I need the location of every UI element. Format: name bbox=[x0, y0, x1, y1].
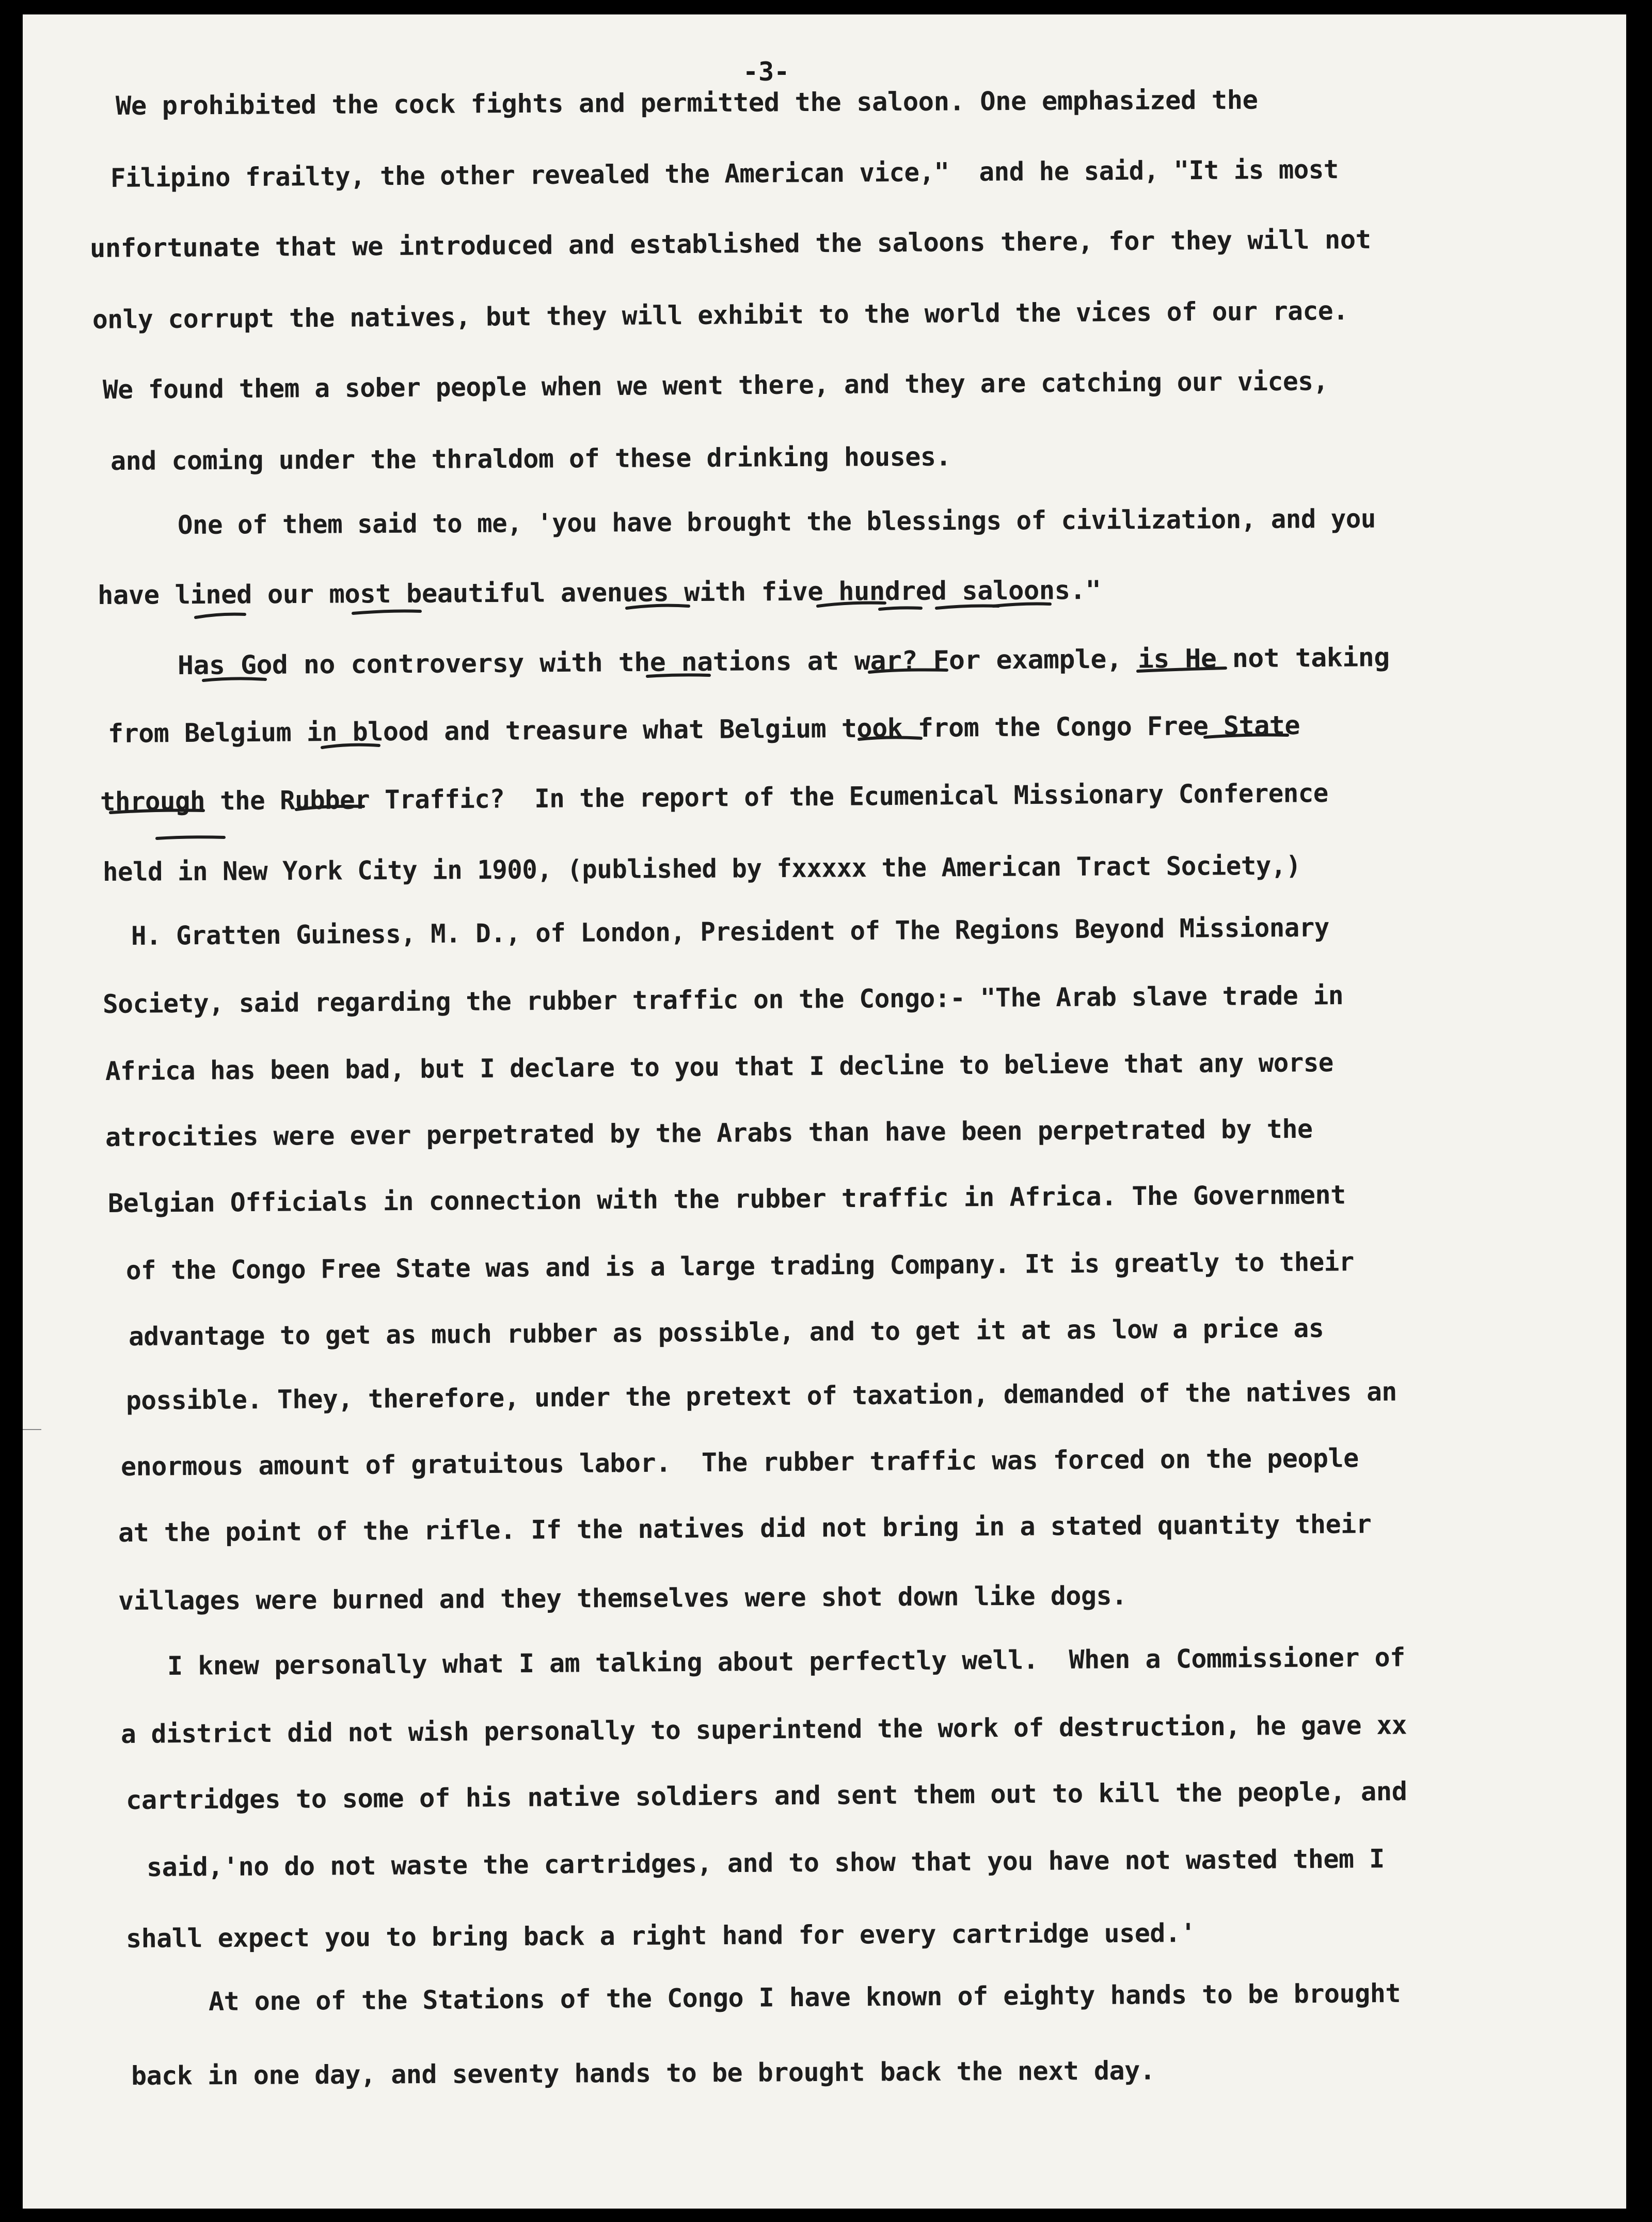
text-line: at the point of the rifle. If the natives did not bring in a stated quantity their bbox=[118, 1509, 1372, 1548]
text-line: unfortunate that we introduced and established the saloons there, for they will not bbox=[89, 224, 1371, 263]
text-line: We prohibited the cock fights and permitted the saloon. One emphasized the bbox=[115, 85, 1258, 121]
text-line: through the Rubber Traffic? In the report of the Ecumenical Missionary Conference bbox=[100, 778, 1329, 817]
text-line: One of them said to me, 'you have brought the blessings of civilization, and you bbox=[177, 503, 1376, 540]
text-line: only corrupt the natives, but they will exhibit to the world the vices of our race. bbox=[92, 295, 1348, 335]
document-page bbox=[23, 14, 1626, 2209]
text-line: Filipino frailty, the other revealed the American vice," and he said, "It is most bbox=[110, 154, 1339, 193]
text-line: shall expect you to bring back a right hand for every cartridge used.' bbox=[125, 1918, 1196, 1954]
text-line: Society, said regarding the rubber traffic on the Congo:- "The Arab slave trade in bbox=[102, 980, 1344, 1019]
text-line: from Belgium in blood and treasure what Belgium took from the Congo Free State bbox=[107, 710, 1300, 749]
text-line: cartridges to some of his native soldiers and sent them out to kill the people, and bbox=[125, 1776, 1407, 1815]
text-line: H. Gratten Guiness, M. D., of London, President of The Regions Beyond Missionary bbox=[131, 912, 1329, 951]
text-line: of the Congo Free State was and is a large trading Company. It is greatly to their bbox=[125, 1247, 1355, 1285]
text-line: and coming under the thraldom of these drinking houses. bbox=[110, 441, 951, 476]
text-line: atrocities were ever perpetrated by the Arabs than have been perpetrated by the bbox=[105, 1114, 1313, 1152]
handwritten-underlines bbox=[23, 14, 1626, 2209]
page-number: -3- bbox=[743, 57, 790, 87]
text-line: a district did not wish personally to superintend the work of destruction, he gave xx bbox=[120, 1710, 1407, 1749]
text-line: back in one day, and seventy hands to be brought back the next day. bbox=[131, 2055, 1155, 2091]
text-line: Africa has been bad, but I declare to you that I decline to believe that any worse bbox=[105, 1047, 1334, 1086]
text-line: Has God no controversy with the nations at war? For example, is He not taking bbox=[177, 642, 1390, 680]
text-line: have lined our most beautiful avenues with five hundred saloons." bbox=[97, 575, 1101, 610]
text-line: held in New York City in 1900, (published by fxxxxx the American Tract Society,) bbox=[102, 850, 1301, 887]
text-line: We found them a sober people when we went there, and they are catching our vices, bbox=[102, 366, 1328, 405]
text-line: possible. They, therefore, under the pretext of taxation, demanded of the natives an bbox=[125, 1376, 1397, 1416]
text-line: villages were burned and they themselves were shot down like dogs. bbox=[118, 1580, 1127, 1616]
text-line: I knew personally what I am talking about perfectly well. When a Commissioner of bbox=[167, 1642, 1405, 1681]
text-line: said,'no do not waste the cartridges, and to show that you have not wasted them I bbox=[146, 1844, 1385, 1882]
text-line: enormous amount of gratuitous labor. The rubber traffic was forced on the people bbox=[120, 1443, 1359, 1482]
text-line: advantage to get as much rubber as possible, and to get it at as low a price as bbox=[128, 1313, 1324, 1352]
text-line: Belgian Officials in connection with the rubber traffic in Africa. The Government bbox=[107, 1180, 1346, 1218]
page-fold-mark bbox=[23, 1429, 41, 1430]
text-line: At one of the Stations of the Congo I have known of eighty hands to be brought bbox=[208, 1978, 1401, 2017]
